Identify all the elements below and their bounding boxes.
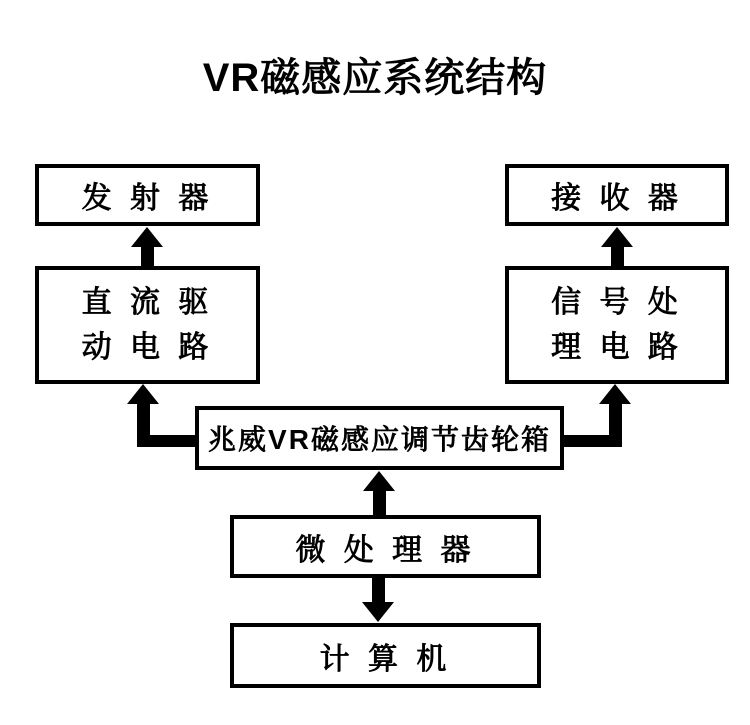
arrowhead-up-icon — [599, 384, 631, 404]
node-microprocessor — [230, 515, 541, 578]
node-receiver-label: 接 收 器 — [551, 182, 683, 215]
arrow-shaft — [611, 245, 624, 266]
arrowhead-up-icon — [363, 471, 395, 491]
node-computer-label: 计 算 机 — [319, 642, 452, 676]
node-transmitter — [35, 164, 260, 226]
arrow-shaft — [372, 578, 385, 604]
arrow-shaft — [137, 402, 150, 442]
arrowhead-up-icon — [131, 227, 163, 247]
node-dc-drive-line2: 动 电 路 — [81, 331, 214, 364]
node-microprocessor-label: 微 处 理 器 — [295, 533, 476, 567]
node-gearbox-label: 兆威VR磁感应调节齿轮箱 — [208, 424, 551, 455]
arrowhead-up-icon — [601, 227, 633, 247]
arrowhead-down-icon — [362, 602, 394, 622]
node-transmitter-label: 发 射 器 — [81, 182, 214, 215]
node-signal-processing-circuit — [505, 266, 729, 384]
node-gearbox — [195, 406, 564, 470]
node-signal-processing-line2: 理 电 路 — [551, 331, 683, 364]
arrow-shaft — [609, 402, 622, 442]
node-signal-processing-line1: 信 号 处 — [551, 286, 683, 319]
diagram-title: VR磁感应系统结构 — [202, 56, 548, 100]
arrow-shaft — [373, 489, 386, 515]
arrowhead-up-icon — [127, 384, 159, 404]
node-receiver — [505, 164, 729, 226]
arrow-shaft — [141, 245, 154, 266]
node-dc-drive-circuit — [35, 266, 260, 384]
node-computer — [230, 623, 541, 688]
node-dc-drive-line1: 直 流 驱 — [81, 286, 214, 319]
